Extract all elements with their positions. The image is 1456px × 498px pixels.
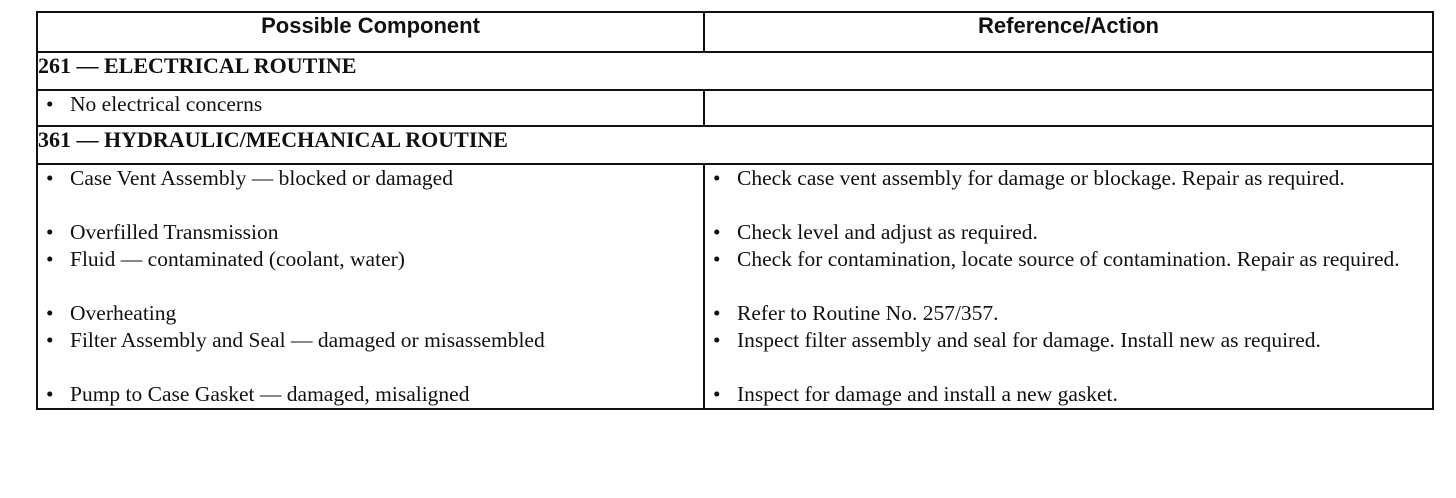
section-title-electrical: 261 — ELECTRICAL ROUTINE (37, 52, 1433, 90)
bullet: • (46, 166, 54, 190)
bullet: • (46, 301, 54, 325)
section-row-hydraulic (37, 126, 1433, 164)
action-text: Refer to Routine No. 257/357. (737, 301, 999, 325)
list-item (705, 219, 1432, 246)
header-possible-component: Possible Component (37, 12, 704, 52)
list-item (38, 381, 703, 408)
component-text: Fluid — contaminated (coolant, water) (70, 247, 405, 271)
action-cell-empty (704, 90, 1433, 126)
list-item (38, 300, 703, 327)
bullet: • (713, 328, 721, 352)
header-reference-action: Reference/Action (704, 12, 1433, 52)
action-cell (704, 164, 1433, 409)
list-item (705, 246, 1432, 300)
bullet: • (46, 247, 54, 271)
bullet: • (713, 220, 721, 244)
action-text: Check for contamination, locate source of contamination. Repair as required. (737, 247, 1400, 271)
list-item (705, 327, 1432, 381)
component-text: Case Vent Assembly — blocked or damaged (70, 166, 453, 190)
list-item (38, 219, 703, 246)
bullet: • (713, 166, 721, 190)
component-text: Overheating (70, 301, 177, 325)
action-text: Check level and adjust as required. (737, 220, 1038, 244)
table-row (37, 164, 1433, 409)
list-item (38, 246, 703, 300)
list-item (705, 381, 1432, 408)
header-row (37, 12, 1433, 52)
component-text: Filter Assembly and Seal — damaged or misassembled (70, 328, 545, 352)
bullet: • (46, 92, 54, 116)
table-row (37, 90, 1433, 126)
section-title-hydraulic: 361 — HYDRAULIC/MECHANICAL ROUTINE (37, 126, 1433, 164)
bullet: • (713, 382, 721, 406)
component-cell (37, 164, 704, 409)
action-text: Check case vent assembly for damage or blockage. Repair as required. (737, 166, 1345, 190)
diagnostic-table (36, 11, 1434, 410)
bullet: • (713, 301, 721, 325)
list-item (38, 91, 703, 118)
action-text: Inspect for damage and install a new gasket. (737, 382, 1118, 406)
section-row-electrical (37, 52, 1433, 90)
list-item (705, 300, 1432, 327)
list-item (705, 165, 1432, 219)
component-cell (37, 90, 704, 126)
component-text: Overfilled Transmission (70, 220, 279, 244)
component-text: No electrical concerns (70, 92, 263, 116)
action-text: Inspect filter assembly and seal for damage. Install new as required. (737, 328, 1321, 352)
bullet: • (46, 328, 54, 352)
bullet: • (46, 382, 54, 406)
bullet: • (46, 220, 54, 244)
list-item (38, 165, 703, 219)
bullet: • (713, 247, 721, 271)
component-text: Pump to Case Gasket — damaged, misaligned (70, 382, 470, 406)
list-item (38, 327, 703, 381)
